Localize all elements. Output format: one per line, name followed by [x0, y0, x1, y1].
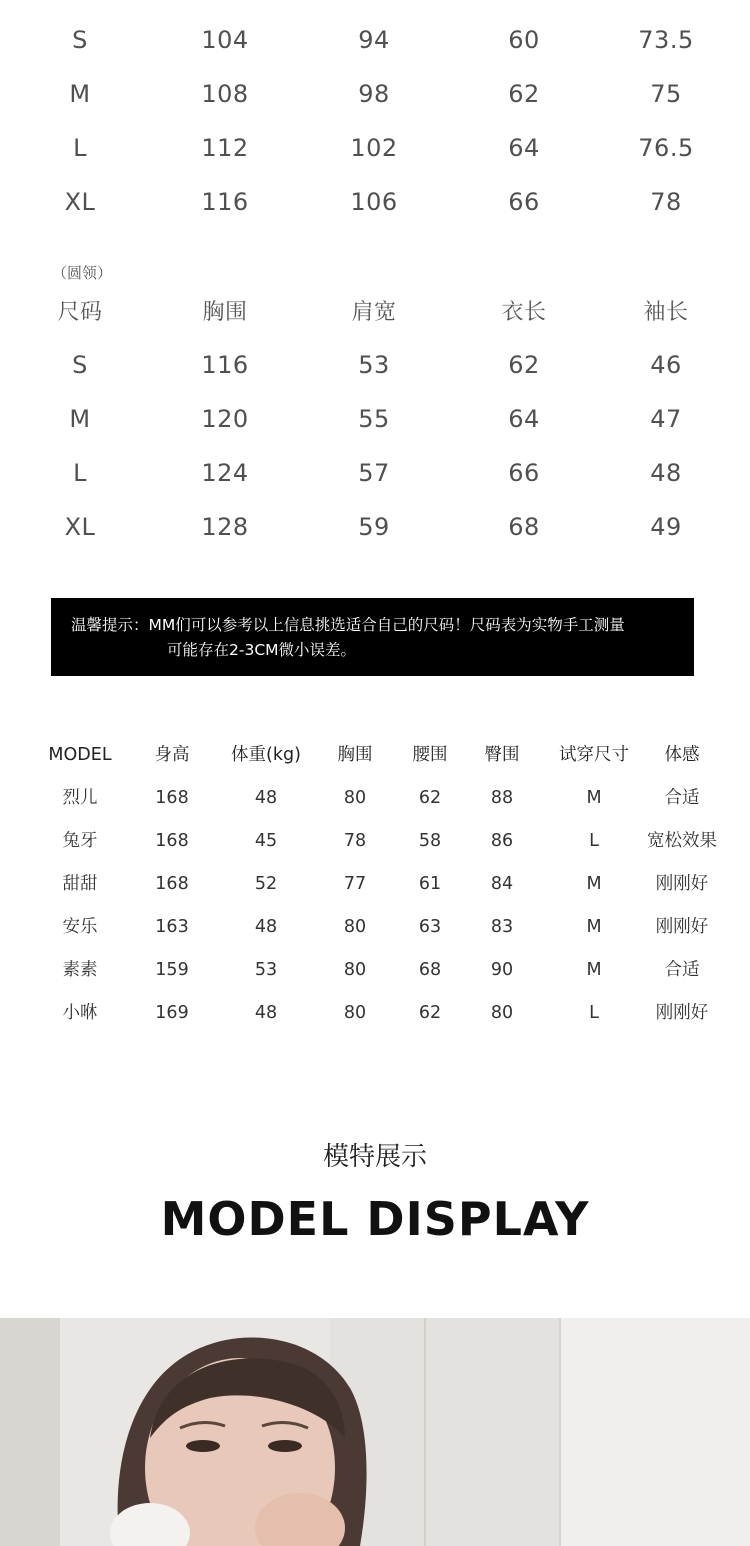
table-row [0, 949, 750, 992]
tip-line-2: 可能存在2-3CM微小误差。 [167, 641, 357, 659]
table-cell: 64 [508, 405, 540, 433]
table-row [0, 906, 750, 949]
table-cell: 60 [508, 26, 540, 54]
table-cell: 刚刚好 [655, 874, 709, 894]
table-cell: 168 [155, 831, 189, 851]
table-cell: 刚刚好 [655, 917, 709, 937]
column-header: 臀围 [484, 745, 520, 765]
column-header: 腰围 [412, 745, 448, 765]
column-header: 体重(kg) [231, 745, 301, 765]
tip-line-1: 温馨提示：MM们可以参考以上信息挑选适合自己的尺码！尺码表为实物手工测量 [71, 616, 625, 634]
table-cell: 159 [155, 960, 189, 980]
table-cell: 46 [650, 351, 682, 379]
table-cell: XL [64, 513, 96, 541]
table-cell: 80 [343, 1003, 367, 1023]
table-cell: 116 [201, 188, 249, 216]
table-cell: 80 [343, 917, 367, 937]
size-table-2 [0, 286, 750, 554]
table-cell: 66 [508, 188, 540, 216]
table-cell: 80 [343, 788, 367, 808]
table-row [0, 13, 750, 67]
table-cell: 128 [201, 513, 249, 541]
table-row [0, 500, 750, 554]
table-cell: 108 [201, 80, 249, 108]
column-header: MODEL [48, 745, 112, 765]
table-cell: 102 [350, 134, 398, 162]
column-header: 身高 [154, 745, 190, 765]
table-cell: 45 [254, 831, 278, 851]
table-cell: 47 [650, 405, 682, 433]
table-cell: 刚刚好 [655, 1003, 709, 1023]
table-cell: 53 [358, 351, 390, 379]
table-cell: S [72, 26, 88, 54]
table-cell: 烈儿 [62, 788, 98, 808]
model-photo-illustration [0, 1318, 750, 1546]
table-cell: L [73, 134, 87, 162]
table-cell: 116 [201, 351, 249, 379]
table-cell: M [586, 788, 602, 808]
table-row [0, 992, 750, 1035]
table-cell: 49 [650, 513, 682, 541]
table-row [0, 777, 750, 820]
table-cell: 80 [343, 960, 367, 980]
table-cell: 素素 [62, 960, 98, 980]
crew-neck-label: （圆领） [52, 264, 113, 282]
table-cell: 106 [350, 188, 398, 216]
table-cell: 59 [358, 513, 390, 541]
table-row [0, 338, 750, 392]
table-cell: 80 [490, 1003, 514, 1023]
table-cell: 合适 [664, 788, 700, 808]
table-cell: 甜甜 [62, 874, 98, 894]
section-title-cn: 模特展示 [322, 1142, 427, 1172]
table-cell: 73.5 [638, 26, 694, 54]
column-header: 体感 [664, 745, 700, 765]
column-header: 胸围 [202, 300, 248, 325]
table-cell: 68 [508, 513, 540, 541]
table-cell: L [589, 1003, 599, 1023]
table-cell: S [72, 351, 88, 379]
table-cell: L [589, 831, 599, 851]
table-cell: M [586, 917, 602, 937]
table-cell: 55 [358, 405, 390, 433]
table-header-row [0, 734, 750, 777]
table-header-row [0, 286, 750, 338]
table-cell: 52 [254, 874, 278, 894]
table-cell: 66 [508, 459, 540, 487]
table-cell: M [586, 874, 602, 894]
table-cell: 76.5 [638, 134, 694, 162]
table-row [0, 67, 750, 121]
column-header: 胸围 [337, 745, 373, 765]
column-header: 试穿尺寸 [559, 745, 629, 765]
table-cell: 58 [418, 831, 442, 851]
table-cell: 48 [254, 788, 278, 808]
table-cell: 53 [254, 960, 278, 980]
column-header: 尺码 [57, 300, 103, 325]
table-cell: 169 [155, 1003, 189, 1023]
table-cell: 合适 [664, 960, 700, 980]
table-row [0, 446, 750, 500]
size-tip-banner [51, 598, 694, 676]
table-cell: 77 [343, 874, 367, 894]
table-cell: 104 [201, 26, 249, 54]
table-cell: 48 [254, 917, 278, 937]
model-photo [0, 1318, 750, 1546]
table-row [0, 175, 750, 229]
table-cell: 48 [650, 459, 682, 487]
table-cell: 兔牙 [62, 831, 98, 851]
table-cell: 168 [155, 788, 189, 808]
table-cell: 63 [418, 917, 442, 937]
table-cell: 75 [650, 80, 682, 108]
table-cell: 86 [490, 831, 514, 851]
table-row [0, 820, 750, 863]
section-title-en: MODEL DISPLAY [160, 1192, 590, 1246]
table-cell: 62 [508, 351, 540, 379]
table-cell: 83 [490, 917, 514, 937]
table-cell: 62 [418, 1003, 442, 1023]
table-cell: L [73, 459, 87, 487]
table-cell: 78 [343, 831, 367, 851]
model-table [0, 734, 750, 1035]
table-cell: 98 [358, 80, 390, 108]
table-cell: 68 [418, 960, 442, 980]
table-cell: M [69, 80, 91, 108]
table-cell: 120 [201, 405, 249, 433]
table-cell: 安乐 [62, 917, 98, 937]
table-row [0, 121, 750, 175]
size-table-1 [0, 13, 750, 229]
table-cell: 84 [490, 874, 514, 894]
table-cell: 124 [201, 459, 249, 487]
table-cell: 78 [650, 188, 682, 216]
column-header: 袖长 [643, 300, 689, 325]
table-cell: 163 [155, 917, 189, 937]
table-cell: M [69, 405, 91, 433]
table-cell: 88 [490, 788, 514, 808]
table-cell: 168 [155, 874, 189, 894]
table-cell: 61 [418, 874, 442, 894]
table-cell: 小咻 [62, 1003, 98, 1023]
table-cell: XL [64, 188, 96, 216]
table-row [0, 863, 750, 906]
table-cell: 48 [254, 1003, 278, 1023]
table-cell: 94 [358, 26, 390, 54]
table-cell: 宽松效果 [647, 831, 717, 851]
table-cell: 112 [201, 134, 249, 162]
column-header: 衣长 [501, 300, 547, 325]
table-cell: M [586, 960, 602, 980]
table-row [0, 392, 750, 446]
table-cell: 90 [490, 960, 514, 980]
column-header: 肩宽 [351, 300, 397, 325]
table-cell: 64 [508, 134, 540, 162]
table-cell: 62 [418, 788, 442, 808]
table-cell: 62 [508, 80, 540, 108]
table-cell: 57 [358, 459, 390, 487]
